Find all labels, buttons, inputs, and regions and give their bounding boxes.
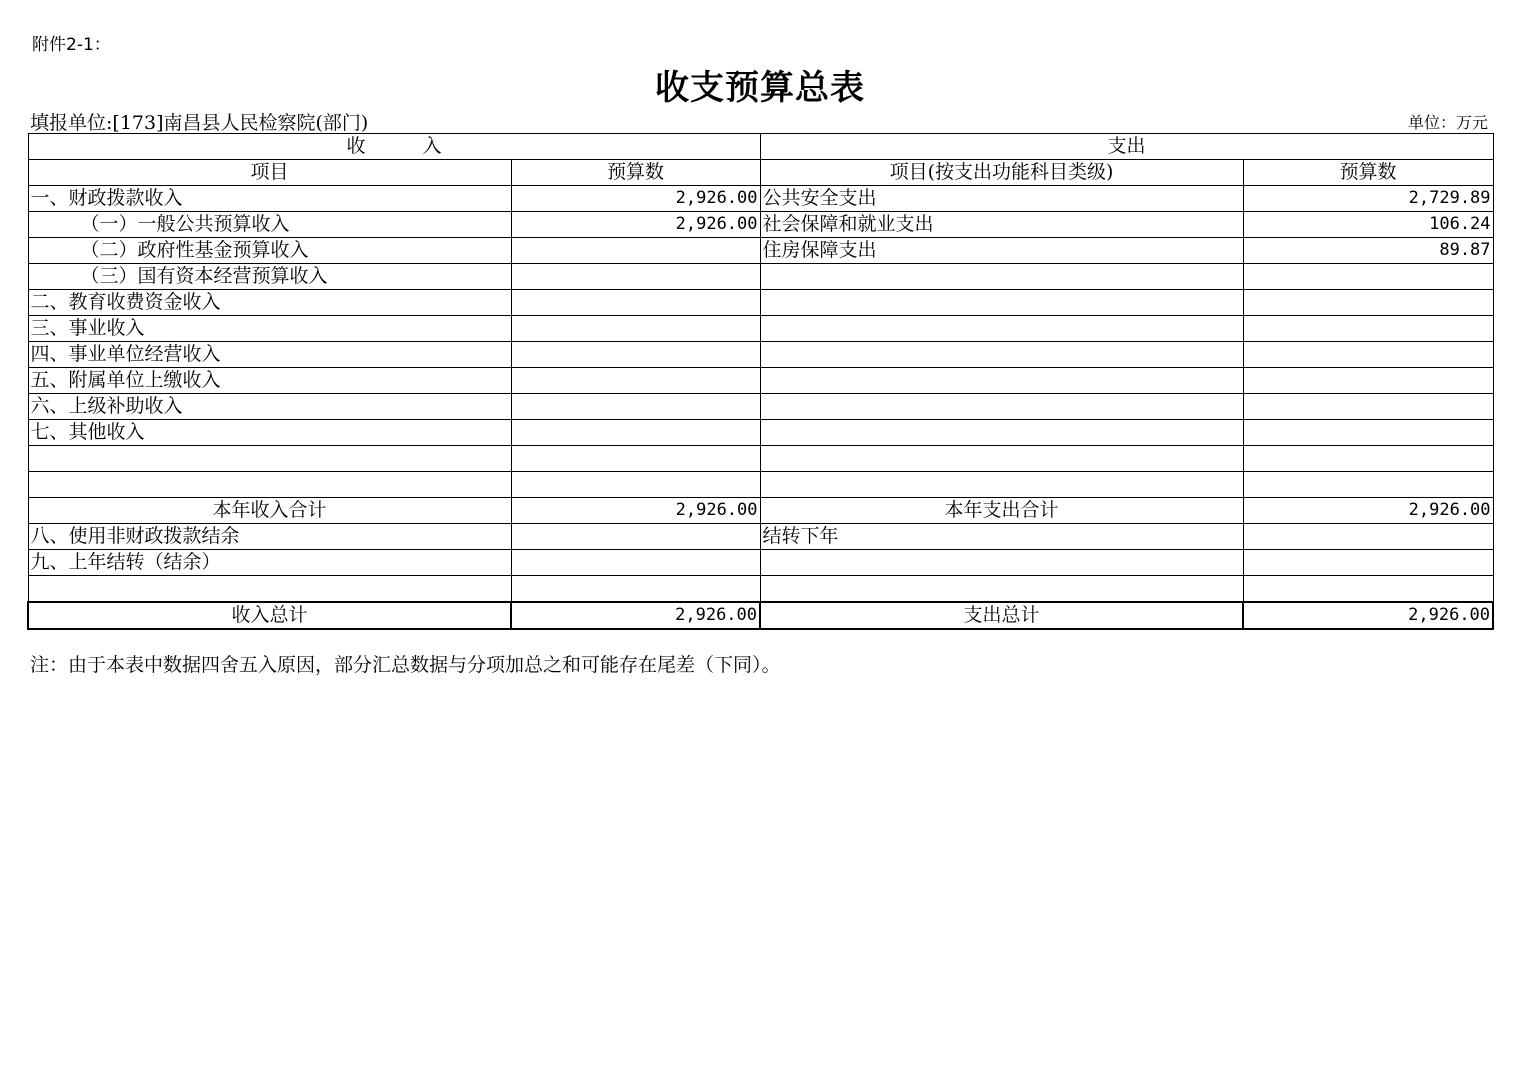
expense-amount-cell [1243,550,1493,576]
income-amount-cell [511,394,760,420]
table-row-subtotal [28,498,1493,524]
income-amount-cell [511,316,760,342]
expense-amount-cell: 106.24 [1243,212,1493,238]
table-group-header-row [28,134,1493,160]
income-amount-cell [511,264,760,290]
table-row [28,550,1493,576]
table-row [28,368,1493,394]
income-amount-cell [511,446,760,472]
attachment-label: 附件2-1： [32,35,111,55]
expense-item-cell [760,316,1243,342]
expense-item-header: 项目(按支出功能科目类级) [760,160,1243,186]
expense-item-cell [760,576,1243,603]
page-title: 收支预算总表 [655,68,865,108]
expense-amount-cell [1243,472,1493,498]
table-row [28,290,1493,316]
table-row [28,264,1493,290]
income-total-amount: 2,926.00 [511,602,760,629]
expense-item-cell [760,550,1243,576]
expense-item-cell [760,368,1243,394]
income-item-cell: （二）政府性基金预算收入 [28,238,511,264]
expense-amount-header: 预算数 [1243,160,1493,186]
income-total-label: 收入总计 [28,602,511,629]
reporting-unit: 填报单位:[173]南昌县人民检察院(部门) [30,112,369,134]
table-row-grand-total [28,602,1493,629]
income-amount-cell [511,290,760,316]
table-row [28,238,1493,264]
expense-item-cell: 公共安全支出 [760,186,1243,212]
income-item-cell: （一）一般公共预算收入 [28,212,511,238]
expense-item-cell: 社会保障和就业支出 [760,212,1243,238]
income-amount-cell [511,342,760,368]
income-item-cell: 一、财政拨款收入 [28,186,511,212]
table-row [28,394,1493,420]
income-item-cell [28,446,511,472]
expense-amount-cell [1243,446,1493,472]
income-amount-cell [511,420,760,446]
income-item-cell [28,576,511,603]
income-item-cell: 六、上级补助收入 [28,394,511,420]
expense-item-cell [760,394,1243,420]
expense-amount-cell [1243,290,1493,316]
table-row [28,576,1493,603]
expense-item-cell [760,290,1243,316]
expense-item-cell [760,446,1243,472]
expense-item-cell: 住房保障支出 [760,238,1243,264]
expense-item-cell [760,342,1243,368]
footnote: 注：由于本表中数据四舍五入原因，部分汇总数据与分项加总之和可能存在尾差（下同）。 [30,654,781,676]
expense-item-cell [760,472,1243,498]
expense-amount-cell [1243,342,1493,368]
table-row [28,472,1493,498]
table-row [28,212,1493,238]
income-amount-cell [511,472,760,498]
table-row [28,420,1493,446]
income-item-cell: 三、事业收入 [28,316,511,342]
expense-item-cell: 结转下年 [760,524,1243,550]
income-item-cell: （三）国有资本经营预算收入 [28,264,511,290]
income-item-cell [28,472,511,498]
expense-amount-cell: 2,729.89 [1243,186,1493,212]
income-amount-cell: 2,926.00 [511,186,760,212]
expense-subtotal-label: 本年支出合计 [760,498,1243,524]
table-row [28,342,1493,368]
income-group-header: 收 入 [28,134,760,160]
expense-amount-cell [1243,264,1493,290]
income-subtotal-amount: 2,926.00 [511,498,760,524]
income-item-cell: 四、事业单位经营收入 [28,342,511,368]
expense-amount-cell [1243,420,1493,446]
expense-total-label: 支出总计 [760,602,1243,629]
income-amount-cell: 2,926.00 [511,212,760,238]
income-item-cell: 五、附属单位上缴收入 [28,368,511,394]
income-item-header: 项目 [28,160,511,186]
table-row [28,316,1493,342]
expense-amount-cell [1243,524,1493,550]
expense-total-amount: 2,926.00 [1243,602,1493,629]
expense-amount-cell [1243,368,1493,394]
expense-amount-cell [1243,394,1493,420]
income-item-cell: 九、上年结转（结余） [28,550,511,576]
table-row [28,524,1493,550]
expense-group-header: 支出 [760,134,1493,160]
income-amount-cell [511,238,760,264]
income-item-cell: 七、其他收入 [28,420,511,446]
expense-item-cell [760,420,1243,446]
income-amount-cell [511,524,760,550]
income-amount-cell [511,368,760,394]
table-row [28,186,1493,212]
budget-summary-table [27,133,1494,630]
expense-amount-cell [1243,576,1493,603]
income-amount-header: 预算数 [511,160,760,186]
income-amount-cell [511,550,760,576]
table-row [28,446,1493,472]
income-item-cell: 八、使用非财政拨款结余 [28,524,511,550]
income-subtotal-label: 本年收入合计 [28,498,511,524]
expense-subtotal-amount: 2,926.00 [1243,498,1493,524]
table-column-header-row [28,160,1493,186]
income-amount-cell [511,576,760,603]
expense-item-cell [760,264,1243,290]
income-item-cell: 二、教育收费资金收入 [28,290,511,316]
expense-amount-cell: 89.87 [1243,238,1493,264]
expense-amount-cell [1243,316,1493,342]
currency-unit: 单位：万元 [1407,113,1488,132]
